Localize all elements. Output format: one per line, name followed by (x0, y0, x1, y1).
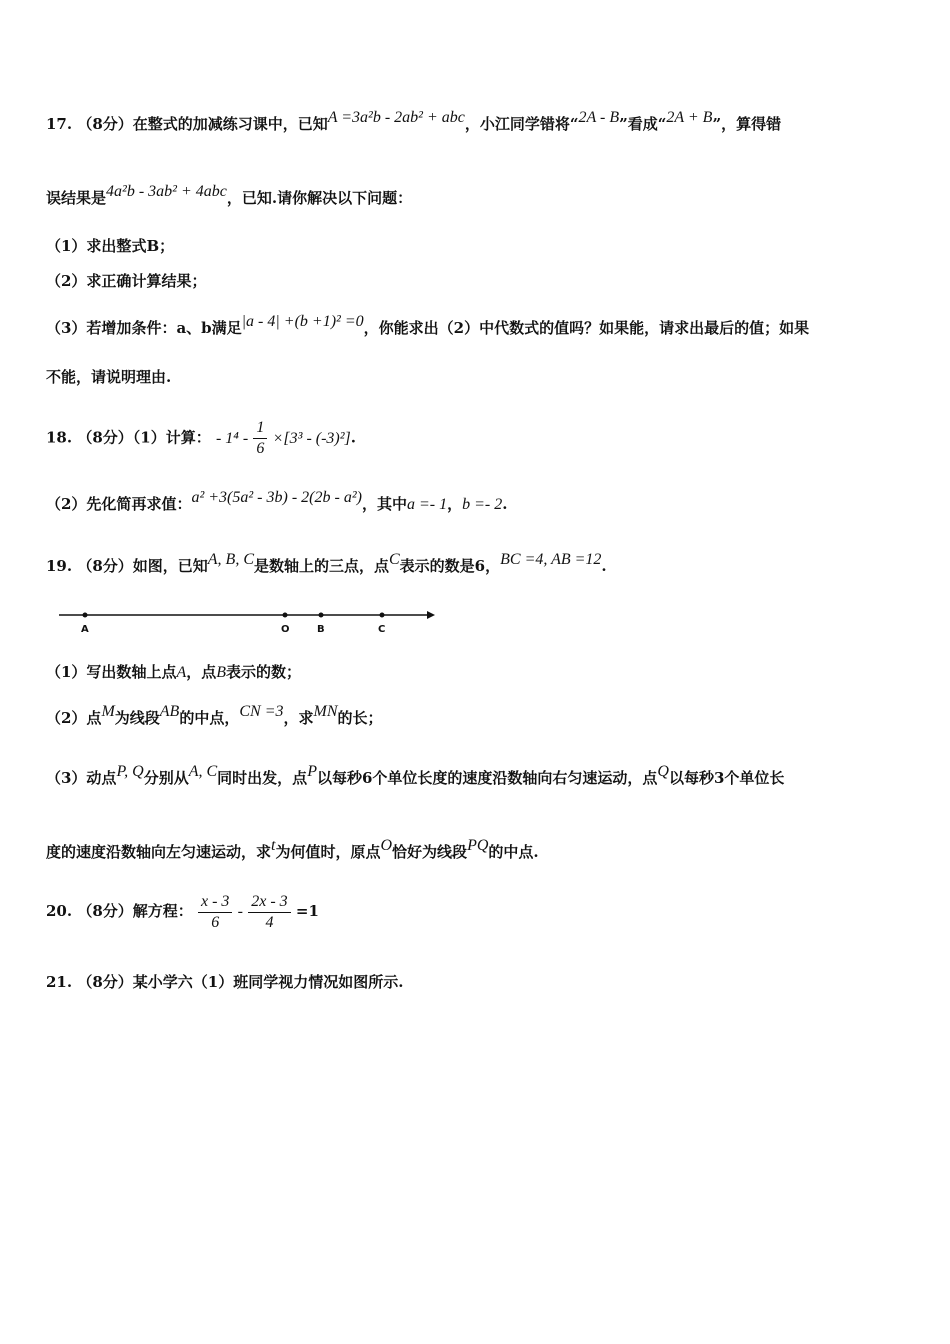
q17-part3-cont: 不能，请说明理由. (46, 368, 172, 386)
q21-line: 21. （8分）某小学六（1）班同学视力情况如图所示. (46, 973, 404, 991)
q20-line: 20. （8分）解方程： $\frac{x - 3}{6}$ - $\frac{2x - 3}{4}$ =1 (46, 892, 319, 931)
q20-fraction-1: $\frac{x - 3}{6}$ (198, 892, 232, 933)
q17-part3: （3）若增加条件：a、b满足|a - 4| +(b +1)² =0，你能求出（2）中代数式的值吗？如果能，请求出最后的值；如果 (46, 313, 810, 337)
point-o (283, 613, 288, 618)
q19-part3: （3）动点P, Q分别从A, C同时出发，点P以每秒6个单位长度的速度沿数轴向右匀速运动，点Q以每秒3个单位长 (46, 763, 785, 787)
q18-line2: （2）先化简再求值：a² +3(5a² - 3b) - 2(2b - a²)，其中a =- 1，b =- 2. (46, 489, 508, 513)
label-o: O (281, 624, 290, 635)
q17-line1: 17. （8分）在整式的加减练习课中，已知A =3a²b - 2ab² + abc，小江同学错将“2A - B”看成“2A + B”，算得错 (46, 109, 782, 133)
q17-line2: 误结果是4a²b - 3ab² + 4abc，已知.请你解决以下问题： (46, 183, 413, 207)
q19-part3-cont: 度的速度沿数轴向左匀速运动，求t为何值时，原点O恰好为线段PQ的中点. (46, 837, 539, 861)
label-a: A (81, 624, 89, 635)
label-c: C (378, 624, 386, 635)
q20-fraction-2: $\frac{2x - 3}{4}$ (248, 892, 290, 933)
point-b (319, 613, 324, 618)
q18-line1: 18. （8分）（1）计算： - 1⁴ - $\frac{1}{6}$ ×[3³ - (-3)²]. (46, 419, 357, 457)
q19-line1: 19. （8分）如图，已知A, B, C是数轴上的三点，点C表示的数是6，BC =4, AB =12. (46, 551, 607, 575)
point-c (380, 613, 385, 618)
q17-part2: （2）求正确计算结果； (46, 272, 207, 290)
q17-part1: （1）求出整式B； (46, 237, 175, 255)
q19-part2: （2）点M为线段AB的中点，CN =3，求MN的长； (46, 703, 383, 727)
point-a (83, 613, 88, 618)
q19-part1: （1）写出数轴上点A，点B表示的数； (46, 663, 302, 681)
q18-fraction: $\frac{1}{6}$ (253, 418, 267, 459)
label-b: B (317, 624, 325, 635)
